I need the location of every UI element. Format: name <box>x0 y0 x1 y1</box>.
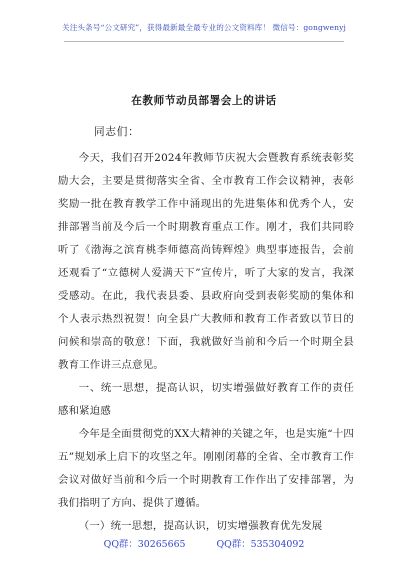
header-divider <box>64 41 344 42</box>
page-header-promo: 关注头条号“公文研究”，获得最新最全最专业的公文资料库！ 微信号：gongwenyj <box>62 23 346 32</box>
page-footer <box>0 536 408 550</box>
paragraph: 今天，我们召开2024年教师节庆祝大会暨教育系统表彰奖励大会，主要是贯彻落实全省、全市教育工作会议精神，表彰奖励一批在教育教学工作中涌现出的先进集体和优秀个人，安排部署当前及今后一个时期教育重点工作。刚才，我们共同聆听了《渤海之滨育桃李师德高尚铸辉煌》典型事迹报告，会前还观看了“立德树人爱满天下”宣传片，听了大家的发言，我深受感动。在此，我代表县委、县政府向受到表彰奖励的集体和个人表示热烈祝贺！向全县广大教师和教育工作者致以节日的问候和崇高的敬意！下面，我就做好当前和今后一个时期全县教育工作讲三点意见。 <box>58 152 354 371</box>
document-body <box>58 147 354 538</box>
section-heading: 一、统一思想，提高认识，切实增强做好教育工作的责任感和紧迫感 <box>58 382 354 417</box>
subsection-heading: （一）统一思想，提高认识，切实增强教育优先发展 <box>78 520 323 532</box>
footer-qq-group-2: QQ群：535304092 <box>216 539 305 550</box>
salutation: 同志们： <box>94 126 140 138</box>
footer-qq-group-1: QQ群：30265665 <box>103 539 186 550</box>
paragraph: 今年是全面贯彻党的XX大精神的关键之年，也是实施“十四五”规划承上启下的攻坚之年。刚刚闭幕的全省、全市教育工作会议对做好当前和今后一个时期教育工作作出了安排部署，为我们指明了方向、提供了遵循。 <box>58 428 354 509</box>
document-title: 在教师节动员部署会上的讲话 <box>131 95 277 107</box>
